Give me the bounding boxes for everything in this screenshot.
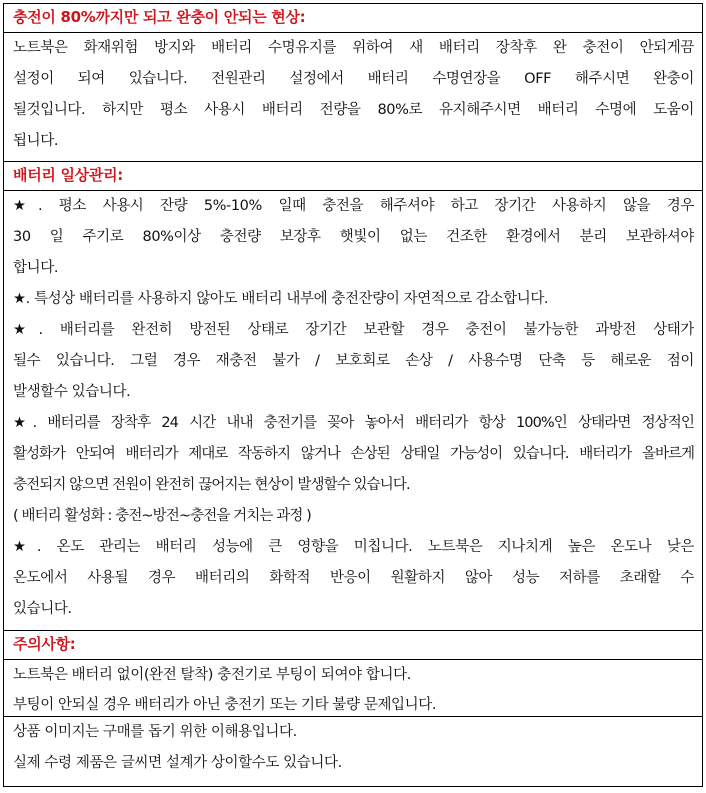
- text-line: 합니다.: [13, 260, 59, 276]
- text-line: 있습니다.: [13, 601, 72, 617]
- text-line: 충전되지 않으면 전원이 완전히 끊어지는 현상이 발생할수 있습니다.: [13, 477, 410, 493]
- text-line: 될수 있습니다. 그럴 경우 재충전 불가 / 보호회로 손상 / 사용수명 단축 등 해로운 점이: [13, 353, 694, 369]
- text-line: ★. 평소 사용시 잔량 5%-10% 일때 충전을 해주셔야 하고 장기간 사용하지 않을 경우: [13, 198, 694, 214]
- precautions-body: [4, 660, 702, 717]
- text-line: ★. 특성상 배터리를 사용하지 않아도 배터리 내부에 충전잔량이 자연적으로 감소합니다.: [13, 291, 549, 307]
- text-line: 설정이 되여 있습니다. 전원관리 설정에서 배터리 수명연장을 OFF 해주시면 완충이: [13, 71, 694, 87]
- text-line: 됩니다.: [13, 133, 59, 149]
- text-line: 상품 이미지는 구매를 돕기 위한 이해용입니다.: [13, 724, 297, 740]
- text-line: 될것입니다. 하지만 평소 사용시 배터리 전량을 80%로 유지해주시면 배터리 수명에 도움이: [13, 102, 694, 118]
- text-line: ★. 배터리를 장착후 24 시간 내내 충전기를 꽂아 놓아서 배터리가 항상 100%인 상태라면 정상적인: [13, 415, 694, 431]
- text-line: 노트북은 화재위험 방지와 배터리 수명유지를 위하여 새 배터리 장착후 완 충전이 안되게끔: [13, 40, 694, 56]
- charging-80-percent-body: [4, 33, 702, 162]
- text-line: 활성화가 안되여 배터리가 제대로 작동하지 않거나 손상된 상태일 가능성이 있습니다. 배터리가 올바르게: [13, 446, 694, 462]
- battery-notice-table: [3, 3, 703, 787]
- text-line: ★. 배터리를 완전히 방전된 상태로 장기간 보관할 경우 충전이 불가능한 과방전 상태가: [13, 322, 694, 338]
- text-line: 온도에서 사용될 경우 배터리의 화학적 반응이 원활하지 않아 성능 저하를 초래할 수: [13, 570, 694, 586]
- text-line: 발생할수 있습니다.: [13, 384, 131, 400]
- text-line: 부팅이 안되실 경우 배터리가 아닌 충전기 또는 기타 불량 문제입니다.: [13, 697, 437, 713]
- heading-daily-care: 배터리 일상관리:: [4, 162, 702, 191]
- text-line: 30 일 주기로 80%이상 충전량 보장후 햇빛이 없는 건조한 환경에서 분리 보관하셔야: [13, 229, 694, 245]
- heading-precautions: 주의사항:: [4, 631, 702, 660]
- text-line: 노트북은 배터리 없이(완전 탈착) 충전기로 부팅이 되여야 합니다.: [13, 667, 411, 683]
- heading-charging-80-percent: 충전이 80%까지만 되고 완충이 안되는 현상:: [4, 4, 702, 33]
- text-line: ( 배터리 활성화 : 충전~방전~충전을 거치는 과정 ): [13, 508, 311, 524]
- text-line: ★. 온도 관리는 배터리 성능에 큰 영향을 미칩니다. 노트북은 지나치게 높은 온도나 낮은: [13, 539, 694, 555]
- daily-care-body: [4, 191, 702, 631]
- product-image-disclaimer: [4, 717, 702, 786]
- text-line: 실제 수령 제품은 글씨면 설계가 상이할수도 있습니다.: [13, 755, 342, 771]
